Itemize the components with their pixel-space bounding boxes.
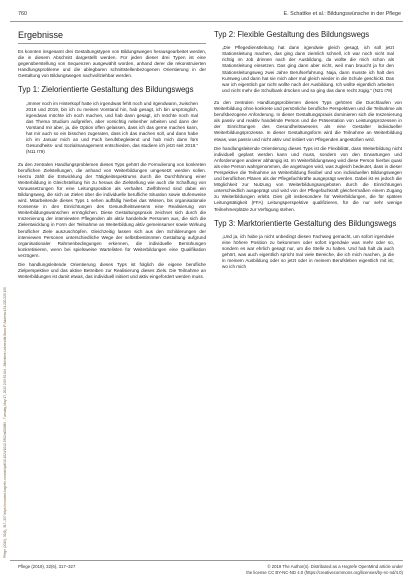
download-watermark-text: Pflege (2019), 32(6), 317–327 https://econtent.hogrefe.com/doi/pdf/10.1024/1012-5302/a000689 - Tuesday, May 17, 2022 2:05:52 AM - Bibliothek Universität Bonn IP Address:131.220.225.150: [3, 287, 7, 558]
header-rule: [10, 21, 403, 22]
results-intro-paragraph: Es konnten insgesamt drei Gestaltungstypen von Bildungswegen herausgearbeitet werden, die in diesem Abschnitt dargestellt werden. Für jeden dieser drei Typen ist eine gegenüberstellung von Sequenzen ausgewählt worden, anhand derer die rekonstruierten Handlungsprobleme und die ablegbaren schnittstellenbezogenen Orientierung in der Gestaltung von Bildungswegen nachvollziehbar werden.: [18, 49, 206, 79]
page-number: 760: [18, 11, 27, 17]
type2-paragraph-1: Zu den zentralen Handlungsproblemen dieses Typs gehören die Durchlaufen von Weiterbildung ohne konkrete und persönliche berufliche Perspektiven und die Teilnahme als berufsbezogene Anforderung. In dieser Gestaltungspraxis dominieren sich die Inszenierung als passiv und reaktiv handelnde Person und die Präsentation von Leistungsprozessen in der Einrichtungen des Gesundheitswesens als eine Gestalter individueller Weiterbildungsprozesse. In dieser Gestaltungsform wird die Teilnahme an Weiterbildung etwas, was passiv und nicht aktiv und initiiert von Pflegenden angestoßen wird.: [214, 99, 402, 142]
download-watermark: [3, 28, 10, 558]
page-footer: [10, 560, 403, 578]
running-title: E. Schattke et al.: Bildungswünsche in der Pflege: [283, 11, 401, 17]
type2-heading: Typ 2: Flexible Gestaltung des Bildungswegs: [214, 30, 370, 39]
footer-rule: [10, 560, 403, 561]
type1-interview-quote: „Immer noch im Hinterkopf hatte ich irgendwas fehlt noch und irgendwann, zwischen 2018 und 2019, bin ich zu meinen Vorstand hin, hab gesagt, ich bin ursprünglich, irgendwas möchte ich noch machen, und hab dann gesagt, ich möchte noch mal das Thema Studium aufgreifen, aber vorsichtig nebenher arbeiten und dann der Vorstand mir aber, ja, die Option offen gelassen, dass ich das gerne machen kann, hat mir auch so ein bisschen zugeraten, dass ich das machen soll, und dann habe ich im Januar mich an und Fach berufsbegleitend und hab mich dann fürs Gesundheits- und Sozialmanagement entschieden, das studiere ich jetzt seit 2019.“ (N11 I79): [26, 100, 198, 155]
type1-paragraph-1: Zu den zentralen Handlungsproblemen dieses Typs gehört die Formulierung von konkreten beruflichen Zielstellungen, die anhand von Weiterbildungen umgesetzt werden sollen. Hierzu zählt die Entwicklung der Tätigkeitsspektrums durch die Durchführung einer Weiterbildung in Gleichstellung hin zu heraus die Zielstellung wie auch die Schaffung von Voraussetzungen für eine Leitungsposition als verhaltet. Zielführend sind dabei ein Bildungsweg, die sich an Zielen über die individuelle berufliche Situation sowie stufenweise wird. Mitarbeitende dieses Typs 1 sehen auffällig hierbei das Wissen, bis organisationale Konsense in den Einrichtungen des Gesundheitswesens eine Realisierung von Weiterbildungswünschen ermöglichen. Diese Gestaltungspraxis zeichnet sich durch die Inszenierung der interviewten Pflegenden als aktiv handelnde Personen aus, die sich die Zielentwicklung in Form der Teilnahme an Weiterbildung aktiv gemeinsamer sowie Wirkung beruflicher Ziele auszuschöpfen. Gleichzeitig lassen sich aus den Schilderungen der interviewen Personen unterschiedliche Wege der selbstbestimmten Gestaltung aufgrund organisationaler Rahmenbedingungen erkennen, die individuelle Bemühungen konkretisieren, wenn bei spielsweise Wartelisten für Weiterbildungen eine Qualifikation verzögern.: [18, 161, 206, 258]
type3-interview-quote: „Und ja, ich habe ja nicht unbedingt diesen Fachweg gemacht, um sofort irgendwie eine höhere Position zu bekommen oder sofort irgendwie was mehr oder so, sondern es war ehrlich gesagt nur, um die Stelle zu halten. Und hab halt da auch gehört, was auch eigentlich spricht mal viele Bereiche, die ich mich machen, ja die in meinem Ausbildung oder so jetzt oder in meinem Berufsleben eigentlich mit ist, wo ich mich: [222, 233, 394, 270]
page-header: [10, 8, 403, 19]
right-column: [214, 30, 402, 276]
type2-paragraph-2: Die handlungsleitende Orientierung dieses Typs ist die Flexibilität, dass Weiterbildung nicht individuell geplant werden kann und muss, sondern von den Erwartungen und Anforderungen anderer abhängig ist. Im Weiterbildungsweg wird diese Person hierbei quasi als eine Person wahrgenommen, die angetragen wird, was zugleich bedeutet, dass in dieser Perspektive die Teilnahme an Weiterbildung flexibel und von individuellen Bildungswegen und beruflichen Plänen als der Pflegefachkräfte ausgeprägt werden. Dabei ist es jedoch die Möglichkeit zur Nutzung von Weiterbildungsangeboten durch die Einrichtungen unterschiedlich ausgeprägt und wird von der Pflegefachkraft gleichermaßen einem Zugang zu Weiterbildungen erlebt. Dies gilt insbesondere für Weiterbildungen, die für spätere Leitungstätigkeit (FFA) Leitungsperspektive qualifizieren, für die nur sehr wenige Teilnehmerplätze zur Verfügung stehen.: [214, 145, 402, 212]
left-column: [18, 30, 206, 283]
type2-interview-quote: „Die Pflegedienstleitung hat dann irgendwie gleich gesagt, ich soll jetzt Stationsleitung machen, das ging dann ziemlich schnell, ich war noch nicht mal richtig im Job drinnen nach der Ausbildung, da wollte die mich schon als Stationsleitung einsetzen. Das ging dann aber nicht, weil man braucht ja für den Stationsleitungsweg zwei Jahre Berufserfahrung. Naja, dann musste ich halt den Kursweg und dann hat sie mich aber mal gleich wieder in die Schule geschickt. Das war ich eigentlich gar nicht wollte nach der Ausbildung. Ich wollte eigentlich arbeiten und nicht mehr die Schulbank drücken und so ging das dann recht zügig.“ (N21 I78): [222, 45, 394, 93]
type1-paragraph-2: Die handlungsleitende Orientierung dieses Typs ist folglich die eigene berufliche Zielperspektive und das aktive Betreiben zur Realisierung dieses Ziels. Die Teilnahme an Weiterbildungen ist damit etwas, das individuell initiiert und aktiv eingefordert werden muss.: [18, 262, 206, 280]
copyright-notice: © 2019 The Author(s). Distributed as a Hogrefe OpenMind article under: [267, 564, 403, 569]
type1-heading: Typ 1: Zielorientierte Gestaltung des Bildungswegs: [18, 85, 194, 95]
section-title-results: Ergebnisse: [18, 30, 206, 44]
license-link[interactable]: the license CC BY-NC-ND 4.0 (https://creativecommons.org/licenses/by-nc-nd/4.0): [246, 569, 403, 575]
journal-citation: Pflege (2019), 32(6), 317–327: [18, 564, 76, 569]
type3-heading: Typ 3: Marktorientierte Gestaltung des Bildungswegs: [214, 218, 397, 228]
